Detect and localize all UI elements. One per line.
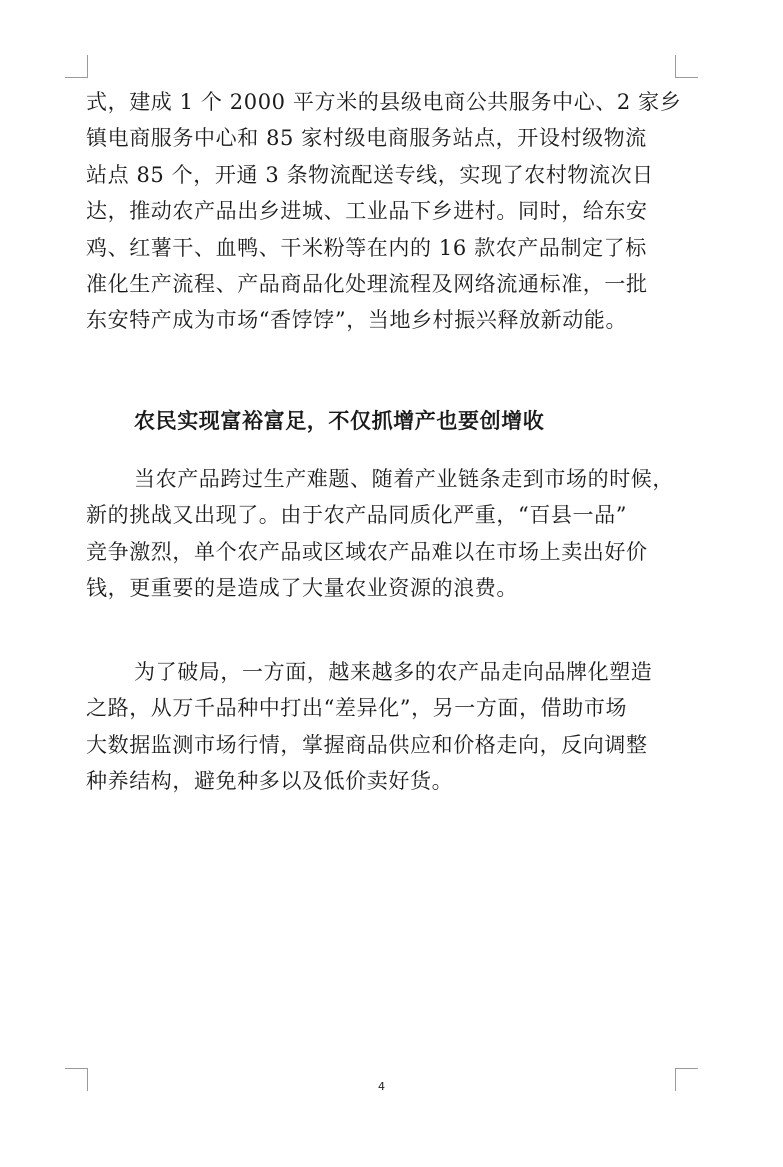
paragraph-line: 大数据监测市场行情，掌握商品供应和价格走向，反向调整: [86, 732, 648, 757]
paragraph-line: 种养结构，避免种多以及低价卖好货。: [86, 769, 454, 794]
paragraph-1: [86, 84, 686, 339]
paragraph-line: 站点 85 个，开通 3 条物流配送专线，实现了农村物流次日: [86, 162, 654, 187]
section-heading-block: [134, 403, 694, 439]
paragraph-line: 为了破局，一方面，越来越多的农产品走向品牌化塑造: [134, 660, 653, 684]
paragraph-line: 之路，从万千品种中打出“差异化”，另一方面，借助市场: [86, 696, 628, 721]
paragraph-line: 准化生产流程、产品商品化处理流程及网络流通标准，一批: [86, 271, 648, 296]
page-number: 4: [378, 1080, 385, 1093]
paragraph-line: 鸡、红薯干、血鸭、干米粉等在内的 16 款农产品制定了标: [86, 235, 647, 260]
paragraph-line: 当农产品跨过生产难题、随着产业链条走到市场的时候，: [134, 467, 674, 491]
crop-mark-top-right: [675, 55, 698, 78]
paragraph-line: 钱，更重要的是造成了大量农业资源的浪费。: [86, 576, 518, 601]
paragraph-line: 新的挑战又出现了。由于农产品同质化严重，“百县一品”: [86, 503, 628, 528]
paragraph-line: 竞争激烈，单个农产品或区域农产品难以在市场上卖出好价: [86, 539, 648, 564]
section-heading: 农民实现富裕富足，不仅抓增产也要创增收: [134, 408, 545, 433]
paragraph-line: 镇电商服务中心和 85 家村级电商服务站点，开设村级物流: [86, 126, 647, 151]
paragraph-line: 式，建成 1 个 2000 平方米的县级电商公共服务中心、2 家乡: [86, 90, 682, 114]
paragraph-line: 东安特产成为市场“香饽饽”，当地乡村振兴释放新动能。: [86, 308, 628, 333]
crop-mark-top-left: [65, 55, 88, 78]
paragraph-line: 达，推动农产品出乡进城、工业品下乡进村。同时，给东安: [86, 199, 648, 224]
paragraph-3: [86, 654, 686, 800]
paragraph-2: [86, 461, 686, 607]
